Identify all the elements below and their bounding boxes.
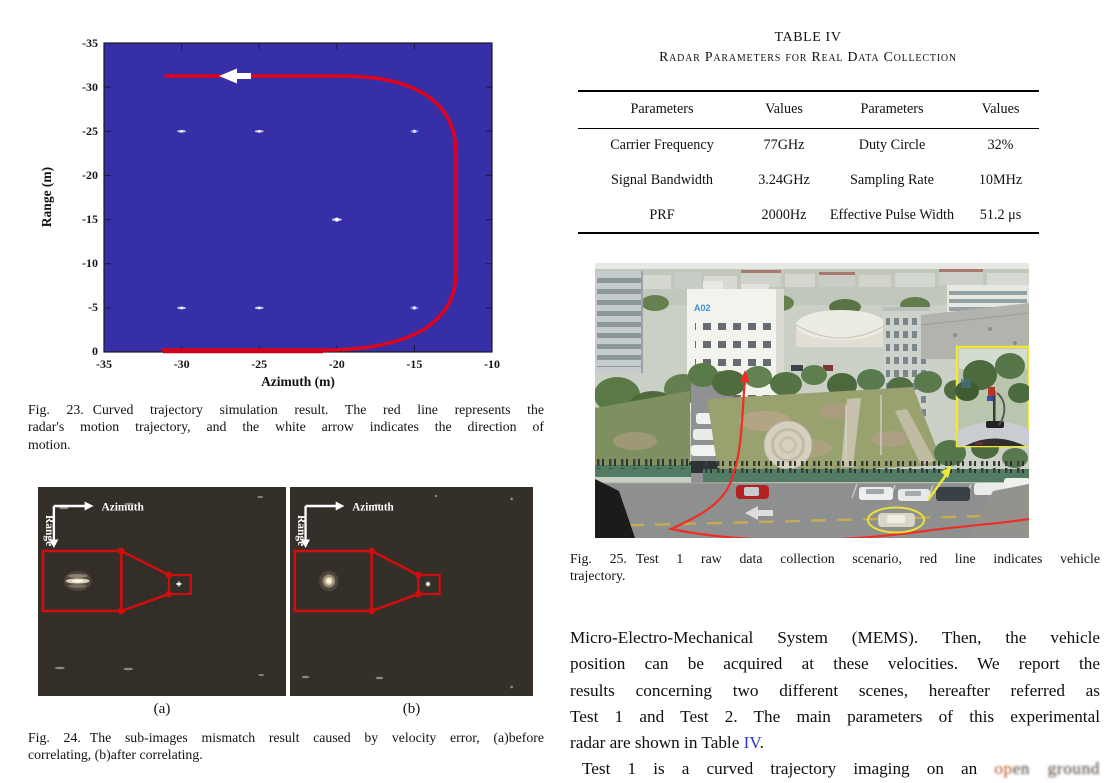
- x-tick: -20: [328, 357, 345, 371]
- focused-target-blob: [319, 571, 338, 591]
- equipment-inset: [955, 347, 1029, 446]
- x-axis-label: Azimuth (m): [261, 374, 335, 389]
- garbled-text: en ground: [1012, 759, 1100, 779]
- y-tick: 0: [92, 344, 98, 358]
- x-tick: -15: [406, 357, 423, 371]
- table-header-cell: Parameters: [860, 101, 924, 118]
- body-line: [570, 756, 1100, 782]
- table-cell: Sampling Rate: [850, 172, 934, 188]
- range-axis-label: Range: [294, 515, 307, 547]
- subfigure-b-label: (b): [402, 701, 421, 717]
- table-cell: 10MHz: [978, 172, 1023, 188]
- table-header-row: [578, 91, 1039, 128]
- fig23-simulation-plot: [35, 25, 530, 392]
- table-cell: 32%: [987, 137, 1014, 154]
- fig24-subimage-b: [290, 487, 533, 696]
- figure-label: Fig. 24.: [28, 730, 81, 745]
- y-tick: -35: [82, 36, 98, 50]
- defocused-target-blob: [64, 571, 92, 591]
- table-cell: 51.2 μs: [979, 206, 1022, 223]
- table-cell: 3.24GHz: [758, 172, 810, 188]
- y-tick: -25: [82, 124, 98, 138]
- table-cell: 2000Hz: [761, 206, 807, 223]
- table-cell: Carrier Frequency: [610, 137, 714, 154]
- garbled-text: op: [994, 759, 1013, 779]
- x-tick: -25: [251, 357, 268, 371]
- caption-text: The sub-images mismatch result caused by velocity error, (a)before: [89, 730, 544, 745]
- plot-area: [104, 43, 492, 352]
- round-building: [796, 310, 886, 347]
- fig24-caption: [28, 729, 544, 764]
- table-row: [578, 128, 1039, 163]
- table4: [578, 90, 1039, 234]
- table4-title: TABLE IV: [774, 30, 842, 45]
- y-tick: -30: [82, 80, 98, 94]
- body-line: [570, 730, 1100, 756]
- y-tick: -20: [82, 168, 98, 182]
- figure-label: Fig. 25.: [570, 551, 627, 566]
- table-row: [578, 163, 1039, 198]
- body-line: position can be acquired at these velocities. We report the: [570, 654, 1100, 674]
- x-tick: -35: [96, 357, 112, 371]
- caption-text: correlating, (b)after correlating.: [28, 747, 203, 763]
- table-header-cell: Values: [981, 101, 1020, 118]
- subfigure-a-label: (a): [153, 701, 171, 717]
- table-header-cell: Values: [765, 101, 803, 118]
- left-tower-building: [595, 271, 643, 373]
- body-line: Test 1 and Test 2. The main parameters of this experimental: [570, 706, 1100, 726]
- table4-subtitle: Radar Parameters for Real Data Collection: [659, 49, 957, 64]
- table-row: [578, 198, 1039, 233]
- fig24-subimage-a: [38, 487, 286, 696]
- target-point: [426, 582, 429, 586]
- table-cell: PRF: [649, 206, 675, 223]
- fig23-caption: [28, 401, 544, 453]
- caption-text: trajectory.: [570, 568, 626, 584]
- body-paragraphs: [570, 625, 1100, 783]
- caption-text: Test 1 raw data collection scenario, red line indicates vehicle: [635, 551, 1100, 566]
- table-cell: Signal Bandwidth: [610, 172, 714, 188]
- table-cell: Effective Pulse Width: [829, 206, 955, 223]
- y-tick: -10: [82, 256, 98, 270]
- y-axis-label: Range (m): [39, 166, 54, 228]
- body-text: radar are shown in Table: [570, 733, 744, 753]
- body-line: results concerning two different scenes, hereafter referred as: [570, 680, 1100, 700]
- azimuth-axis-label: Azimuth: [101, 501, 144, 514]
- x-tick: -30: [173, 357, 190, 371]
- table-header-cell: Parameters: [630, 101, 694, 118]
- y-tick: -15: [82, 212, 98, 226]
- fig25-caption: [570, 550, 1100, 585]
- caption-text: radar's motion trajectory, and the white arrow indicates the direction of: [28, 419, 544, 435]
- body-line: Micro-Electro-Mechanical System (MEMS). Then, the vehicle: [570, 628, 1100, 647]
- body-text: .: [759, 733, 764, 753]
- azimuth-axis-label: Azimuth: [352, 501, 394, 514]
- radar-device: [988, 387, 995, 396]
- caption-text: motion.: [28, 436, 71, 452]
- highlighted-vehicle: [878, 513, 915, 527]
- figure-label: Fig. 23.: [28, 402, 84, 417]
- table-reference-link[interactable]: IV: [743, 733, 760, 753]
- target-point: [176, 583, 181, 585]
- table-cell: 77GHz: [763, 137, 805, 154]
- range-axis-label: Range: [42, 515, 55, 547]
- body-text: Test 1 is a curved trajectory imaging on an: [582, 759, 978, 779]
- fig25-photo: [595, 263, 1029, 538]
- x-tick: -10: [484, 357, 500, 371]
- y-tick: -5: [88, 300, 98, 314]
- caption-text: Curved trajectory simulation result. The red line represents the: [92, 402, 544, 417]
- table-cell: Duty Circle: [858, 137, 926, 154]
- building-label: A02: [694, 303, 711, 313]
